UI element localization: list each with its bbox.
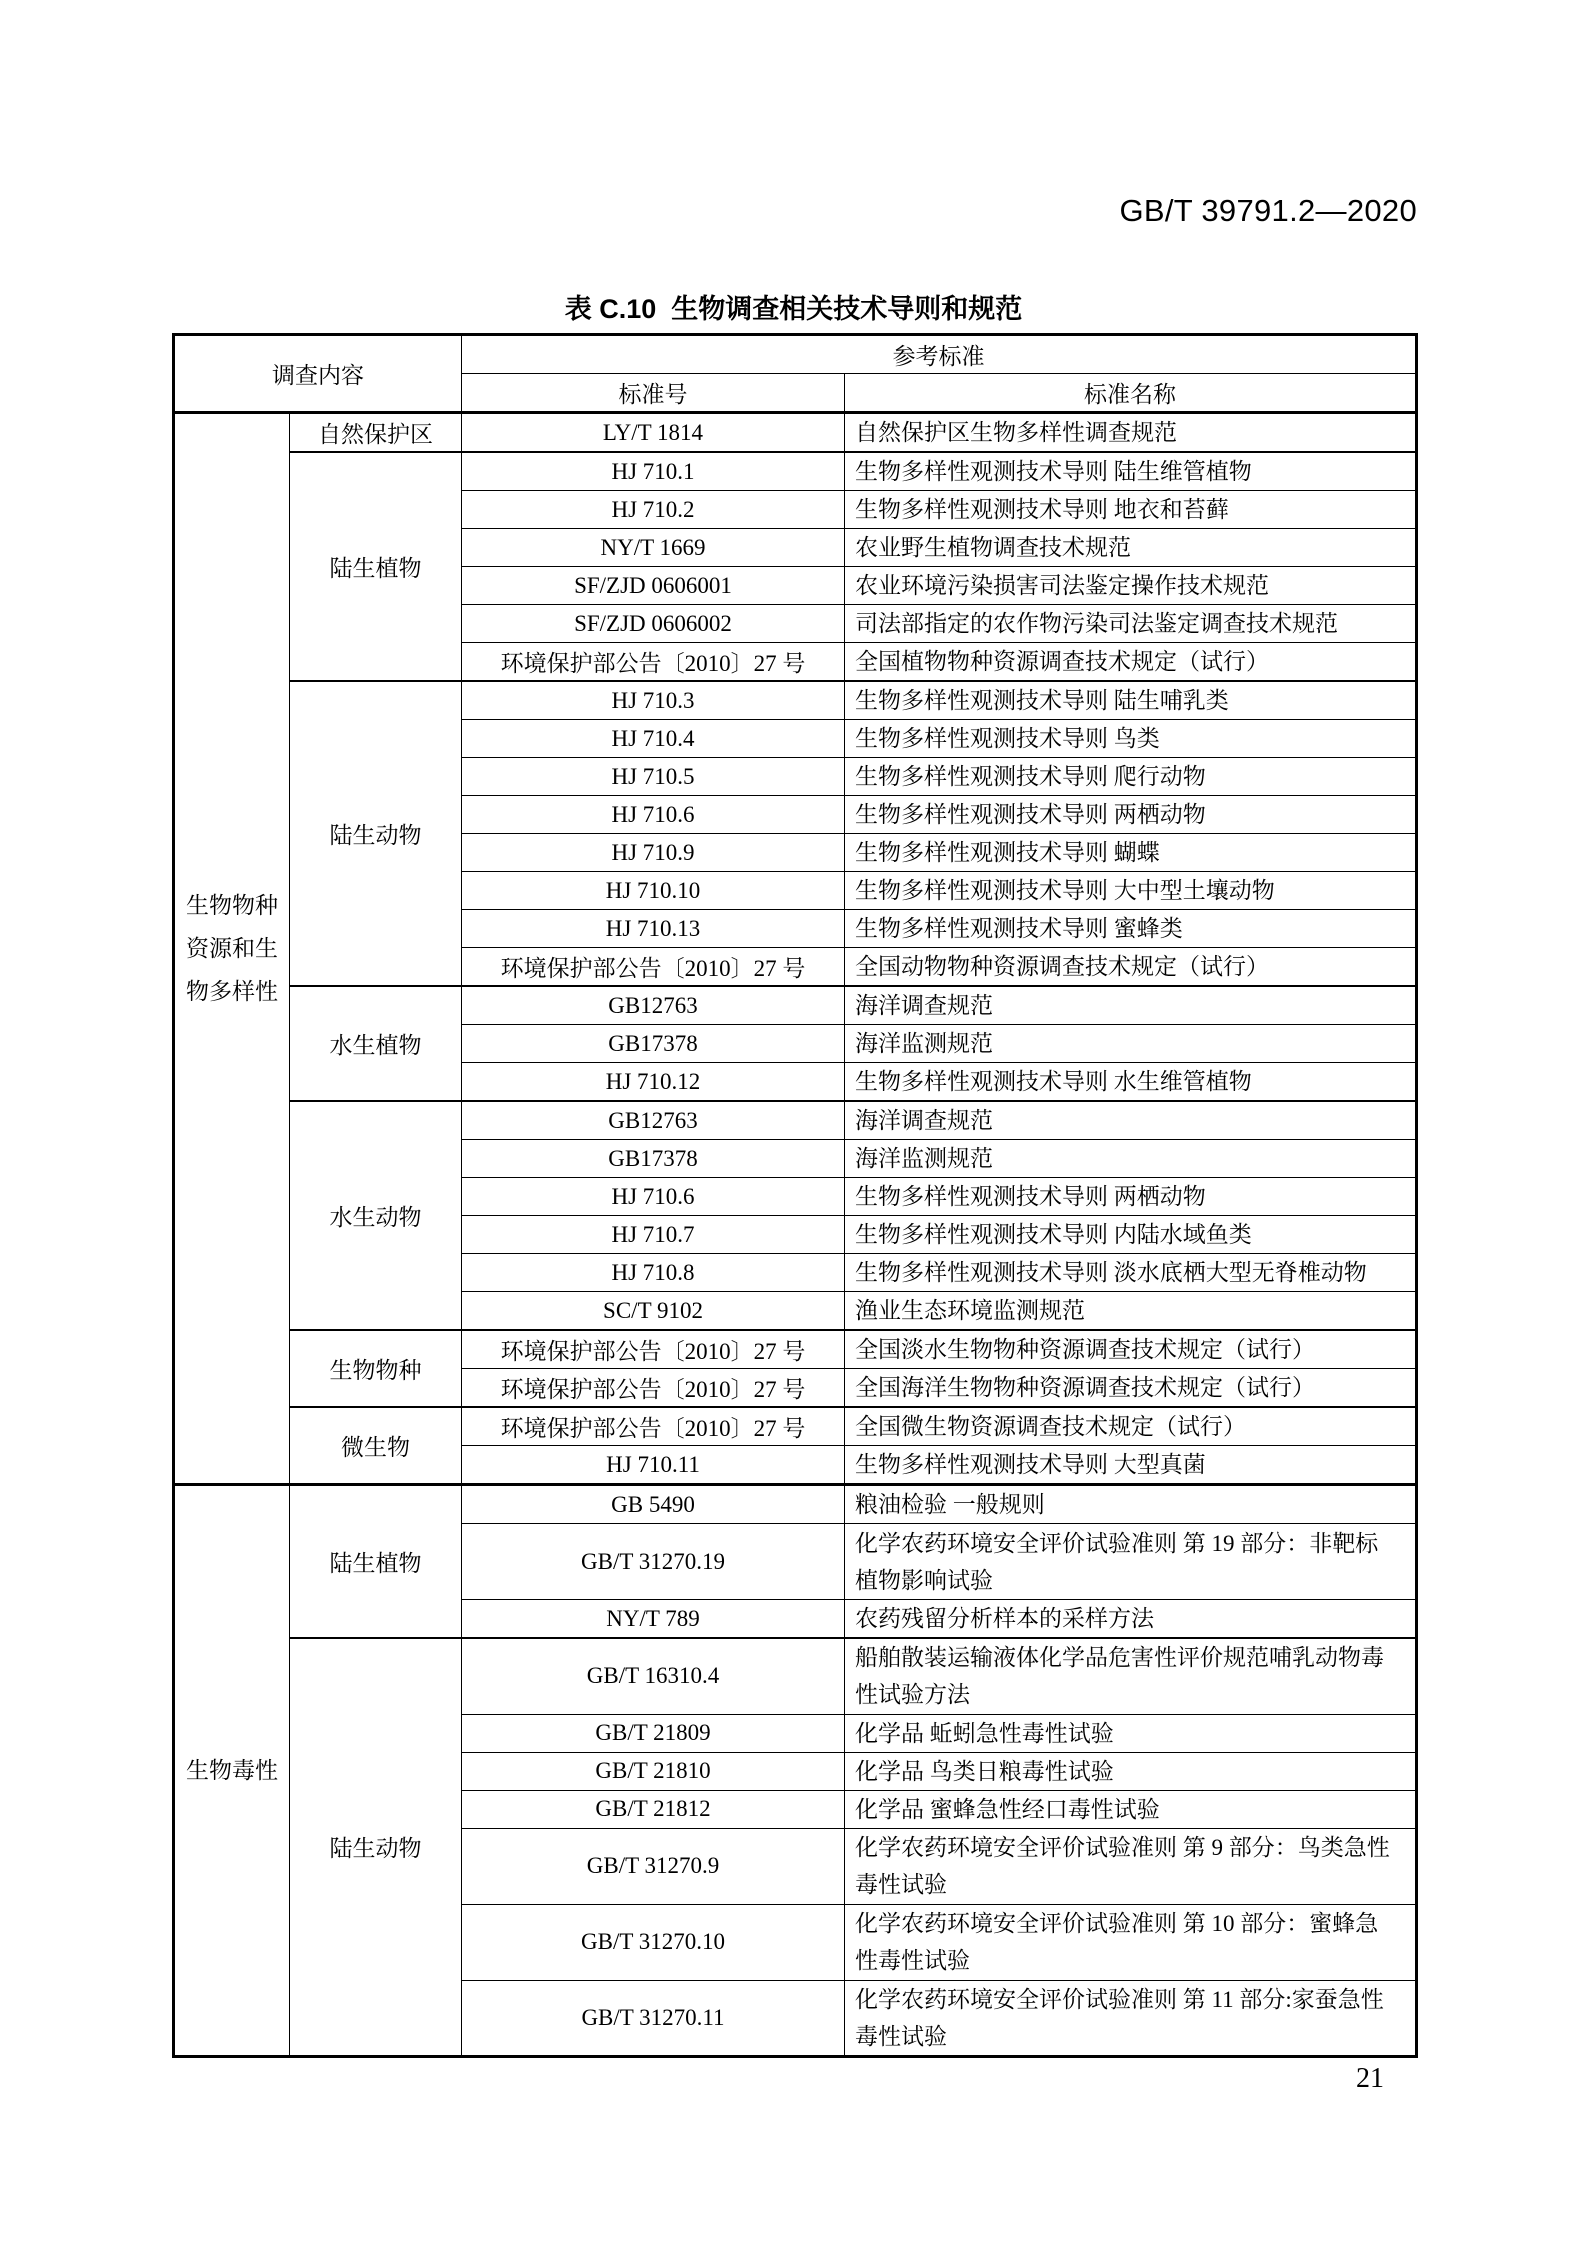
- standard-no-cell: GB/T 21810: [462, 1752, 845, 1790]
- table-row: [174, 1101, 1417, 1140]
- standard-name-cell: 全国动物物种资源调查技术规定（试行）: [845, 948, 1417, 987]
- table-row: [174, 1330, 1417, 1369]
- standard-name-cell: 化学品 蜜蜂急性经口毒性试验: [845, 1790, 1417, 1828]
- standard-no-cell: GB/T 16310.4: [462, 1638, 845, 1714]
- header-standard-no: 标准号: [462, 374, 845, 413]
- standard-name-cell: 农药残留分析样本的采样方法: [845, 1600, 1417, 1639]
- survey-category-cell: 生物物种资源和生物多样性: [174, 413, 290, 1485]
- header-survey-content: 调查内容: [174, 335, 462, 413]
- standard-name-cell: 生物多样性观测技术导则 陆生哺乳类: [845, 681, 1417, 720]
- standard-no-cell: SC/T 9102: [462, 1292, 845, 1331]
- standard-name-cell: 海洋调查规范: [845, 1101, 1417, 1140]
- standard-no-cell: GB17378: [462, 1025, 845, 1063]
- standard-no-cell: HJ 710.3: [462, 681, 845, 720]
- standard-no-cell: HJ 710.9: [462, 834, 845, 872]
- standard-name-cell: 生物多样性观测技术导则 地衣和苔藓: [845, 491, 1417, 529]
- standard-name-cell: 海洋监测规范: [845, 1025, 1417, 1063]
- standard-name-cell: 生物多样性观测技术导则 陆生维管植物: [845, 452, 1417, 491]
- standard-name-cell: 化学农药环境安全评价试验准则 第 9 部分：鸟类急性毒性试验: [845, 1828, 1417, 1904]
- table-caption-label: 表 C.10: [564, 294, 657, 324]
- standards-table: [172, 333, 1418, 2058]
- standard-no-cell: NY/T 1669: [462, 529, 845, 567]
- table-row: [174, 413, 1417, 453]
- standard-name-cell: 全国淡水生物物种资源调查技术规定（试行）: [845, 1330, 1417, 1369]
- survey-group-cell: 水生植物: [290, 986, 462, 1101]
- standard-no-cell: HJ 710.2: [462, 491, 845, 529]
- table-body: [174, 413, 1417, 2057]
- standard-name-cell: 农业野生植物调查技术规范: [845, 529, 1417, 567]
- survey-group-cell: 陆生植物: [290, 452, 462, 681]
- standard-no-cell: GB 5490: [462, 1485, 845, 1524]
- standard-no-cell: 环境保护部公告〔2010〕27 号: [462, 643, 845, 682]
- standard-no-cell: HJ 710.5: [462, 758, 845, 796]
- table-row: [174, 452, 1417, 491]
- standard-name-cell: 生物多样性观测技术导则 鸟类: [845, 720, 1417, 758]
- standard-no-cell: GB12763: [462, 986, 845, 1025]
- standard-no-cell: HJ 710.8: [462, 1254, 845, 1292]
- standard-no-cell: GB/T 31270.11: [462, 1980, 845, 2056]
- standard-no-cell: HJ 710.10: [462, 872, 845, 910]
- standard-name-cell: 渔业生态环境监测规范: [845, 1292, 1417, 1331]
- standard-name-cell: 全国海洋生物物种资源调查技术规定（试行）: [845, 1369, 1417, 1408]
- table-row: [174, 1407, 1417, 1446]
- header-reference-standard: 参考标准: [462, 335, 1417, 374]
- standard-name-cell: 化学农药环境安全评价试验准则 第 19 部分：非靶标植物影响试验: [845, 1524, 1417, 1600]
- standard-no-cell: HJ 710.4: [462, 720, 845, 758]
- standard-no-cell: HJ 710.12: [462, 1063, 845, 1102]
- survey-group-cell: 自然保护区: [290, 413, 462, 453]
- standard-name-cell: 化学农药环境安全评价试验准则 第 10 部分：蜜蜂急性毒性试验: [845, 1904, 1417, 1980]
- table-caption-text: 生物调查相关技术导则和规范: [671, 294, 1023, 324]
- standard-no-cell: SF/ZJD 0606002: [462, 605, 845, 643]
- survey-group-cell: 陆生动物: [290, 1638, 462, 2056]
- standard-no-cell: 环境保护部公告〔2010〕27 号: [462, 1330, 845, 1369]
- standard-no-cell: HJ 710.7: [462, 1216, 845, 1254]
- table-header: [174, 335, 1417, 413]
- standard-name-cell: 化学农药环境安全评价试验准则 第 11 部分:家蚕急性毒性试验: [845, 1980, 1417, 2056]
- standard-name-cell: 生物多样性观测技术导则 爬行动物: [845, 758, 1417, 796]
- standard-name-cell: 船舶散装运输液体化学品危害性评价规范哺乳动物毒性试验方法: [845, 1638, 1417, 1714]
- standard-name-cell: 化学品 蚯蚓急性毒性试验: [845, 1714, 1417, 1752]
- standard-name-cell: 生物多样性观测技术导则 大型真菌: [845, 1446, 1417, 1485]
- standard-name-cell: 生物多样性观测技术导则 蜜蜂类: [845, 910, 1417, 948]
- standard-no-cell: HJ 710.6: [462, 1178, 845, 1216]
- standard-no-cell: 环境保护部公告〔2010〕27 号: [462, 1369, 845, 1408]
- page-number: 21: [1356, 2063, 1384, 2094]
- standard-no-cell: NY/T 789: [462, 1600, 845, 1639]
- standard-name-cell: 自然保护区生物多样性调查规范: [845, 413, 1417, 453]
- standard-no-cell: GB/T 21809: [462, 1714, 845, 1752]
- standard-name-cell: 司法部指定的农作物污染司法鉴定调查技术规范: [845, 605, 1417, 643]
- survey-group-cell: 微生物: [290, 1407, 462, 1485]
- standard-name-cell: 海洋调查规范: [845, 986, 1417, 1025]
- standard-name-cell: 海洋监测规范: [845, 1140, 1417, 1178]
- table-caption: [172, 287, 1415, 326]
- standard-name-cell: 生物多样性观测技术导则 两栖动物: [845, 1178, 1417, 1216]
- standard-no-cell: 环境保护部公告〔2010〕27 号: [462, 1407, 845, 1446]
- standard-no-cell: GB/T 31270.19: [462, 1524, 845, 1600]
- standard-name-cell: 生物多样性观测技术导则 两栖动物: [845, 796, 1417, 834]
- header-standard-name: 标准名称: [845, 374, 1417, 413]
- standard-name-cell: 生物多样性观测技术导则 水生维管植物: [845, 1063, 1417, 1102]
- standard-no-cell: GB/T 31270.10: [462, 1904, 845, 1980]
- survey-group-cell: 水生动物: [290, 1101, 462, 1330]
- standard-name-cell: 农业环境污染损害司法鉴定操作技术规范: [845, 567, 1417, 605]
- standard-no-cell: HJ 710.6: [462, 796, 845, 834]
- standard-no-cell: GB17378: [462, 1140, 845, 1178]
- standard-no-cell: SF/ZJD 0606001: [462, 567, 845, 605]
- standard-name-cell: 全国植物物种资源调查技术规定（试行）: [845, 643, 1417, 682]
- standard-name-cell: 粮油检验 一般规则: [845, 1485, 1417, 1524]
- standard-name-cell: 生物多样性观测技术导则 淡水底栖大型无脊椎动物: [845, 1254, 1417, 1292]
- table-row: [174, 681, 1417, 720]
- standard-name-cell: 化学品 鸟类日粮毒性试验: [845, 1752, 1417, 1790]
- standard-no-cell: HJ 710.13: [462, 910, 845, 948]
- table-row: [174, 1638, 1417, 1714]
- standard-no-cell: HJ 710.1: [462, 452, 845, 491]
- table-header-row-1: [174, 335, 1417, 374]
- standard-name-cell: 全国微生物资源调查技术规定（试行）: [845, 1407, 1417, 1446]
- standard-no-cell: LY/T 1814: [462, 413, 845, 453]
- standard-no-cell: GB/T 31270.9: [462, 1828, 845, 1904]
- document-code: GB/T 39791.2—2020: [1119, 193, 1417, 228]
- standard-name-cell: 生物多样性观测技术导则 内陆水域鱼类: [845, 1216, 1417, 1254]
- standard-name-cell: 生物多样性观测技术导则 蝴蝶: [845, 834, 1417, 872]
- table-row: [174, 1485, 1417, 1524]
- survey-group-cell: 陆生动物: [290, 681, 462, 986]
- survey-category-cell: 生物毒性: [174, 1485, 290, 2057]
- standard-name-cell: 生物多样性观测技术导则 大中型土壤动物: [845, 872, 1417, 910]
- standard-no-cell: 环境保护部公告〔2010〕27 号: [462, 948, 845, 987]
- survey-group-cell: 生物物种: [290, 1330, 462, 1407]
- table-row: [174, 986, 1417, 1025]
- standard-no-cell: HJ 710.11: [462, 1446, 845, 1485]
- survey-group-cell: 陆生植物: [290, 1485, 462, 1639]
- standard-no-cell: GB/T 21812: [462, 1790, 845, 1828]
- standard-no-cell: GB12763: [462, 1101, 845, 1140]
